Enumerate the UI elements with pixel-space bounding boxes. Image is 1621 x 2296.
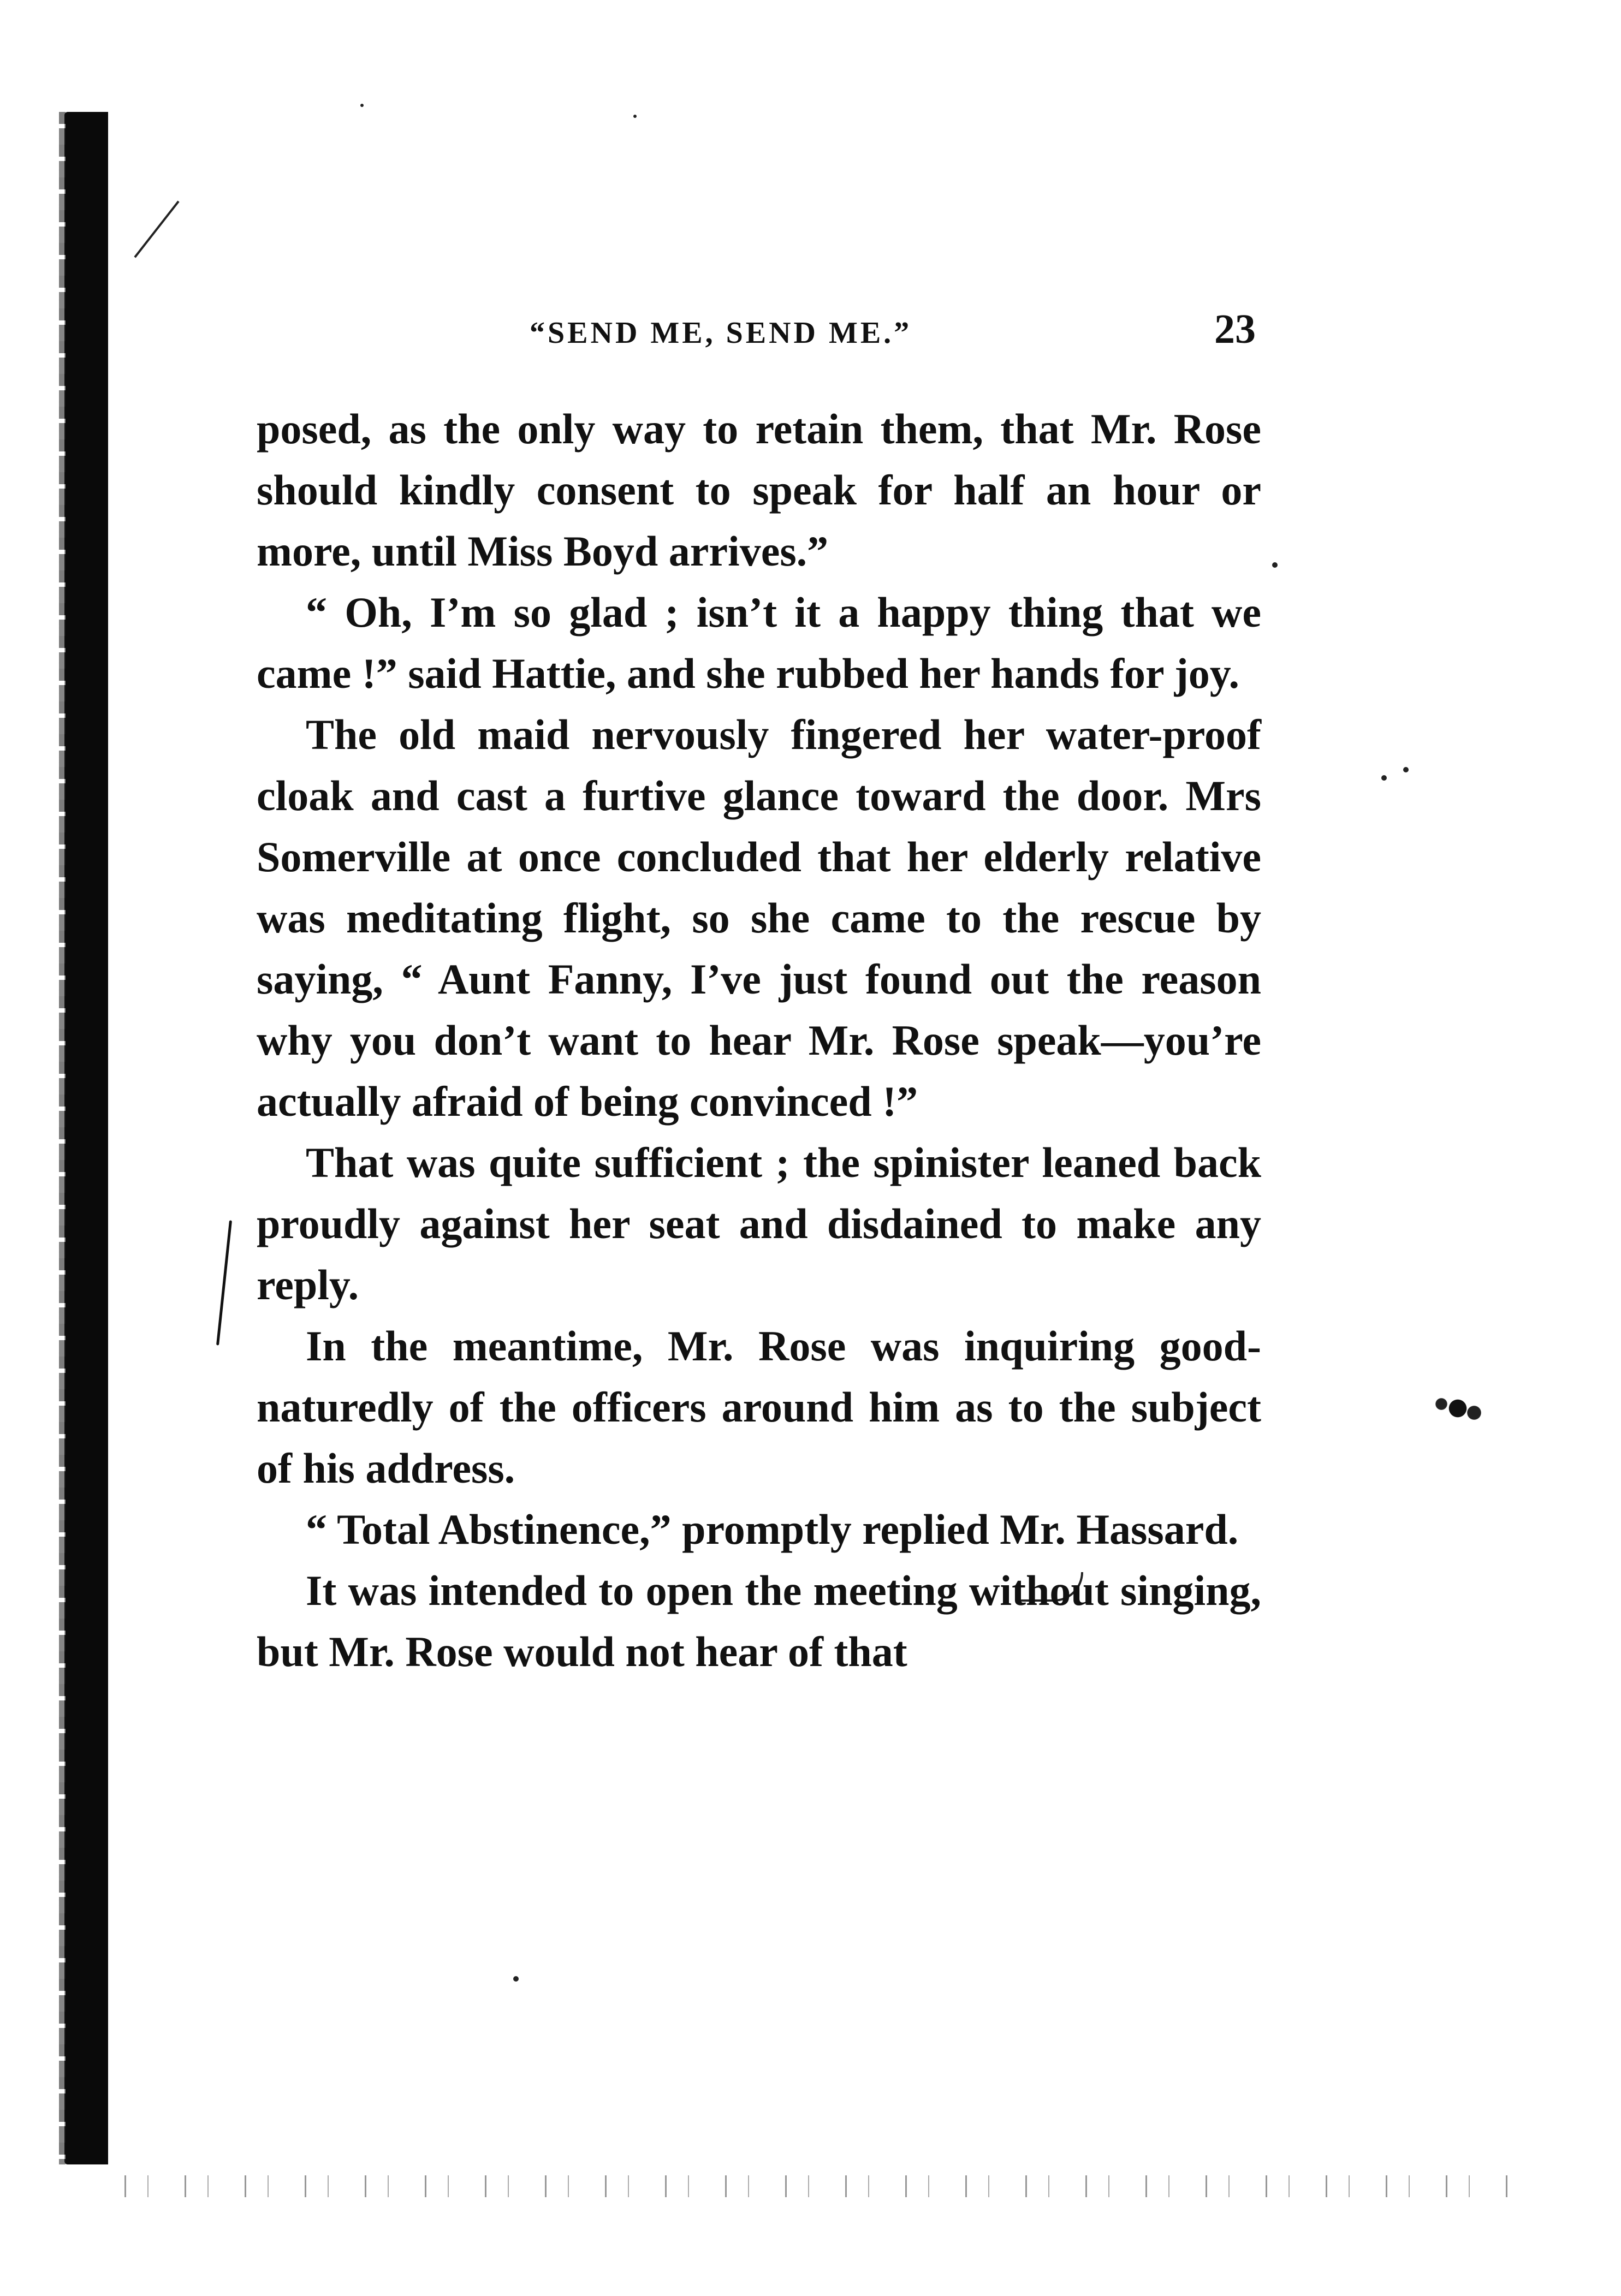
page-number: 23	[1214, 306, 1256, 352]
paragraph: posed, as the only way to retain them, that Mr. Rose should kindly consent to speak for half an hour or more, until Miss Boyd arrives.”	[257, 405, 1261, 575]
binding-shadow	[64, 112, 108, 2164]
paragraph: It was intended to open the meeting without singing, but Mr. Rose would not hear of that	[257, 1567, 1261, 1675]
paragraph: In the meantime, Mr. Rose was inquiring good-naturedly of the officers around him as to the subject of his address.	[257, 1322, 1261, 1492]
speck	[633, 115, 637, 118]
paragraph: “ Total Abstinence,” promptly replied Mr. Hassard.	[306, 1506, 1239, 1553]
page-body	[257, 398, 1261, 1682]
ink-blot	[1425, 1387, 1491, 1430]
margin-bracket-mark	[216, 1220, 232, 1345]
paragraph: The old maid nervously fingered her water-proof cloak and cast a furtive glance toward the door. Mrs Somerville at once concluded that her elderly relative was meditating flight, so she came to the rescue by saying, “ Aunt Fanny, I’ve just found out the reason why you don’t want to hear Mr. Rose speak—you’re actually afraid of being convinced !”	[257, 711, 1261, 1125]
running-header	[257, 306, 1256, 355]
paragraph: That was quite sufficient ; the spinister leaned back proudly against her seat and disdained to make any reply.	[257, 1139, 1261, 1308]
speck	[513, 1976, 519, 1982]
speck	[1403, 767, 1409, 772]
paragraph: “ Oh, I’m so glad ; isn’t it a happy thing that we came !” said Hattie, and she rubbed her hands for joy.	[257, 588, 1261, 697]
scan-noise	[109, 2175, 1529, 2197]
running-title: “SEND ME, SEND ME.”	[530, 316, 912, 350]
speck	[360, 104, 364, 107]
speck	[1272, 562, 1278, 568]
pencil-mark	[134, 201, 179, 258]
speck	[1381, 775, 1387, 781]
